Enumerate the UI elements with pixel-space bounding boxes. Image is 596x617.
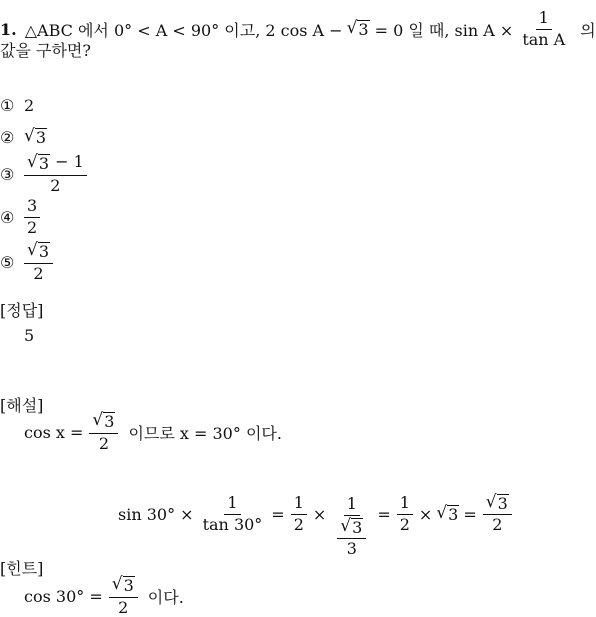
- question-text-mid: = 0 일 때, sin A ×: [374, 20, 514, 40]
- option-4-marker: ④: [0, 207, 15, 227]
- option-1[interactable]: [0, 96, 34, 115]
- solution-label: [해설]: [0, 396, 44, 415]
- option-3-marker: ③: [0, 164, 15, 184]
- option-4[interactable]: [0, 198, 42, 237]
- question-text-pre: △ABC 에서 0° < A < 90° 이고, 2 cos A −: [24, 20, 343, 40]
- solution-line-1: [24, 412, 282, 452]
- option-2[interactable]: [0, 128, 47, 147]
- eq-frac-1-over-2-b: $\frac{1}{2}$: [397, 495, 413, 534]
- answer-label: [정답]: [0, 301, 44, 320]
- option-1-marker: ①: [0, 96, 15, 115]
- sqrt-3: √ 3: [346, 18, 369, 39]
- hint-line: [24, 576, 184, 616]
- answer-value: 5: [24, 326, 35, 345]
- eq-equals-3: =: [463, 504, 477, 524]
- eq-times-1: ×: [312, 504, 327, 524]
- question-number: 1.: [0, 19, 17, 39]
- eq-frac-1-over-2: $\frac{1}{2}$: [291, 495, 307, 534]
- eq-sqrt3: √ 3: [436, 502, 459, 524]
- eq-equals-2: =: [377, 504, 391, 524]
- fraction-1-over-tanA: $\frac{1}{\text{tan A}}$: [522, 8, 566, 49]
- hint-pre: cos 30° =: [24, 586, 103, 606]
- option-2-marker: ②: [0, 128, 15, 147]
- option-5-marker: ⑤: [0, 252, 15, 272]
- hint-label: [힌트]: [0, 559, 44, 578]
- option-3-fraction: √ 3 − 1 2: [24, 154, 87, 194]
- eq-times-2: ×: [418, 504, 433, 524]
- hint-fraction: √ 3 2: [109, 576, 138, 616]
- eq-equals-1: =: [271, 504, 285, 524]
- option-1-text: 2: [24, 96, 35, 115]
- option-5-fraction: √ 3 2: [24, 242, 53, 282]
- option-4-fraction: $\frac{3}{2}$: [24, 198, 40, 237]
- eq-frac-1-over-tan30: $\frac{1}{\tan 30^\circ}$: [202, 492, 263, 534]
- question-line-2: 값을 구하면?: [0, 41, 91, 60]
- question-text-post: 의: [580, 20, 596, 40]
- hint-post: 이다.: [147, 587, 184, 607]
- eq-sin30: sin 30° ×: [118, 504, 194, 524]
- option-2-sqrt: √ 3: [24, 126, 47, 148]
- option-5[interactable]: [0, 242, 55, 282]
- solution-line-1-fraction: √ 3 2: [89, 412, 118, 452]
- option-3[interactable]: [0, 154, 89, 194]
- solution-equation: [118, 470, 514, 558]
- eq-frac-sqrt3-over-2: √ 3 2: [483, 494, 512, 534]
- solution-line-1-post: 이므로 x = 30° 이다.: [128, 423, 282, 443]
- eq-frac-1-over-sqrt3-over-3: 1 √ 3 3: [332, 496, 371, 558]
- solution-line-1-pre: cos x =: [24, 422, 84, 442]
